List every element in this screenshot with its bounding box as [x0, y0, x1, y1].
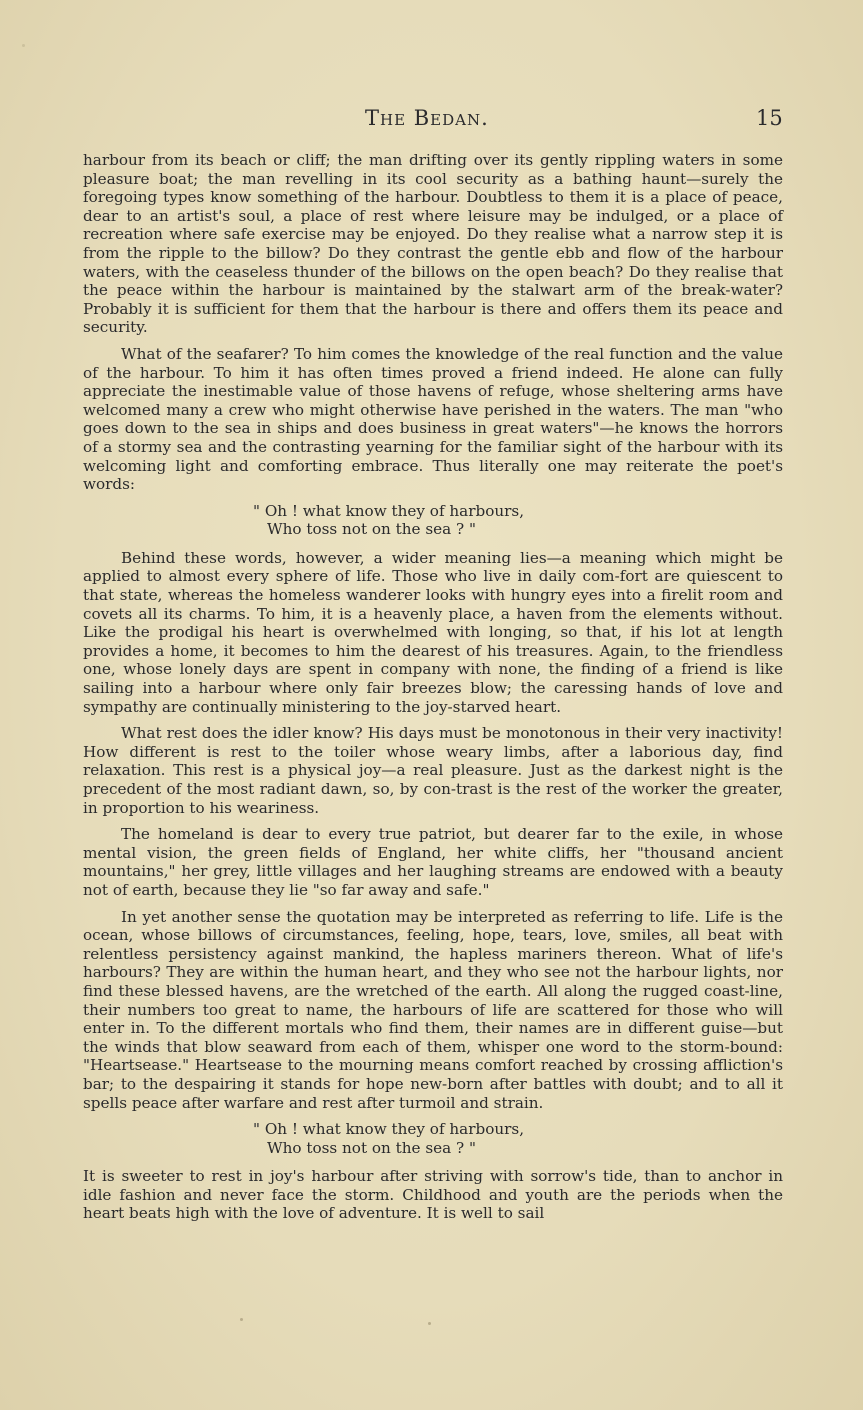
paper-speck — [22, 44, 25, 47]
paragraph: What rest does the idler know? His days must be monotonous in their very inactivity! How different is rest to the toiler whose weary limbs, after a laborious day, find relaxation. This rest is a physical joy—a real pleasure. Just as the darkest night is the precedent of the most radiant dawn, so, by con-trast is the rest of the worker the greater, in proportion to his weariness. — [83, 724, 783, 817]
paper-speck — [240, 1318, 243, 1321]
paragraph: It is sweeter to rest in joy's harbour after striving with sorrow's tide, than to anchor in idle fashion and never face the storm. Childhood and youth are the periods when the heart beats high with the love of adventure. It is well to sail — [83, 1167, 783, 1223]
paragraph: harbour from its beach or cliff; the man drifting over its gently rippling waters in some pleasure boat; the man revelling in its cool security as a bathing haunt—surely the foregoing types know something of the harbour. Doubtless to them it is a place of peace, dear to an artist's soul, a place of rest where leisure may be indulged, or a place of recreation where safe exercise may be enjoyed. Do they realise what a narrow step it is from the ripple to the billow? Do they contrast the gentle ebb and flow of the harbour waters, with the ceaseless thunder of the billows on the open beach? Do they realise that the peace within the harbour is maintained by the stalwart arm of the break-water? Probably it is sufficient for them that the harbour is there and offers them its peace and security. — [83, 151, 783, 337]
paragraph: What of the seafarer? To him comes the knowledge of the real function and the value of the harbour. To him it has often times proved a friend indeed. He alone can fully appreciate the inestimable value of those havens of refuge, whose sheltering arms have welcomed many a crew who might otherwise have perished in the waters. The man "who goes down to the sea in ships and does business in great waters"—he knows the horrors of a stormy sea and the contrasting yearning for the familiar sight of the harbour with its welcoming light and comforting embrace. Thus literally one may reiterate the poet's words: — [83, 344, 783, 494]
page-body — [83, 151, 783, 1231]
running-title: The Bedan. — [365, 106, 489, 130]
verse-line: Who toss not on the sea ? " — [267, 1138, 476, 1157]
verse-quotation — [253, 502, 783, 539]
verse-quotation — [253, 1120, 783, 1157]
page-number: 15 — [756, 106, 783, 130]
paragraph: Behind these words, however, a wider meaning lies—a meaning which might be applied to almost every sphere of life. Those who live in daily com-fort are quiescent to that state, whereas the homeless wanderer looks with hungry eyes into a firelit room and covets all its charms. To him, it is a heavenly place, a haven from the elements without. Like the prodigal his heart is overwhelmed with longing, so that, if his lot at length provides a home, it becomes to him the dearest of his treasures. Again, to the friendless one, whose lonely days are spent in company with none, the finding of a friend is like sailing into a harbour where only fair breezes blow; the caressing hands of love and sympathy are continually ministering to the joy-starved heart. — [83, 548, 783, 716]
running-head — [0, 106, 863, 138]
paper-speck — [428, 1322, 431, 1325]
verse-line: " Oh ! what know they of harbours, — [253, 1120, 525, 1139]
verse-line: " Oh ! what know they of harbours, — [253, 501, 525, 520]
paragraph: In yet another sense the quotation may be interpreted as referring to life. Life is the ocean, whose billows of circumstances, feeling, hope, tears, love, smiles, all beat with relentless persistency against mankind, the hapless mariners thereon. What of life's harbours? They are within the human heart, and they who see not the harbour lights, nor find these blessed havens, are the wretched of the earth. All along the rugged coast-line, their numbers too great to name, the harbours of life are scattered for those who will enter in. To the different mortals who find them, their names are in different guise—but the winds that blow seaward from each of them, whisper one word to the storm-bound: "Heartsease." Heartsease to the mourning means comfort reached by crossing affliction's bar; to the despairing it stands for hope new-born after battles with doubt; and to all it spells peace after warfare and rest after turmoil and strain. — [83, 907, 783, 1112]
verse-line: Who toss not on the sea ? " — [267, 520, 476, 539]
paragraph: The homeland is dear to every true patriot, but dearer far to the exile, in whose mental vision, the green fields of England, her white cliffs, her "thousand ancient mountains," her grey, little villages and her laughing streams are endowed with a beauty not of earth, because they lie "so far away and safe." — [83, 825, 783, 899]
